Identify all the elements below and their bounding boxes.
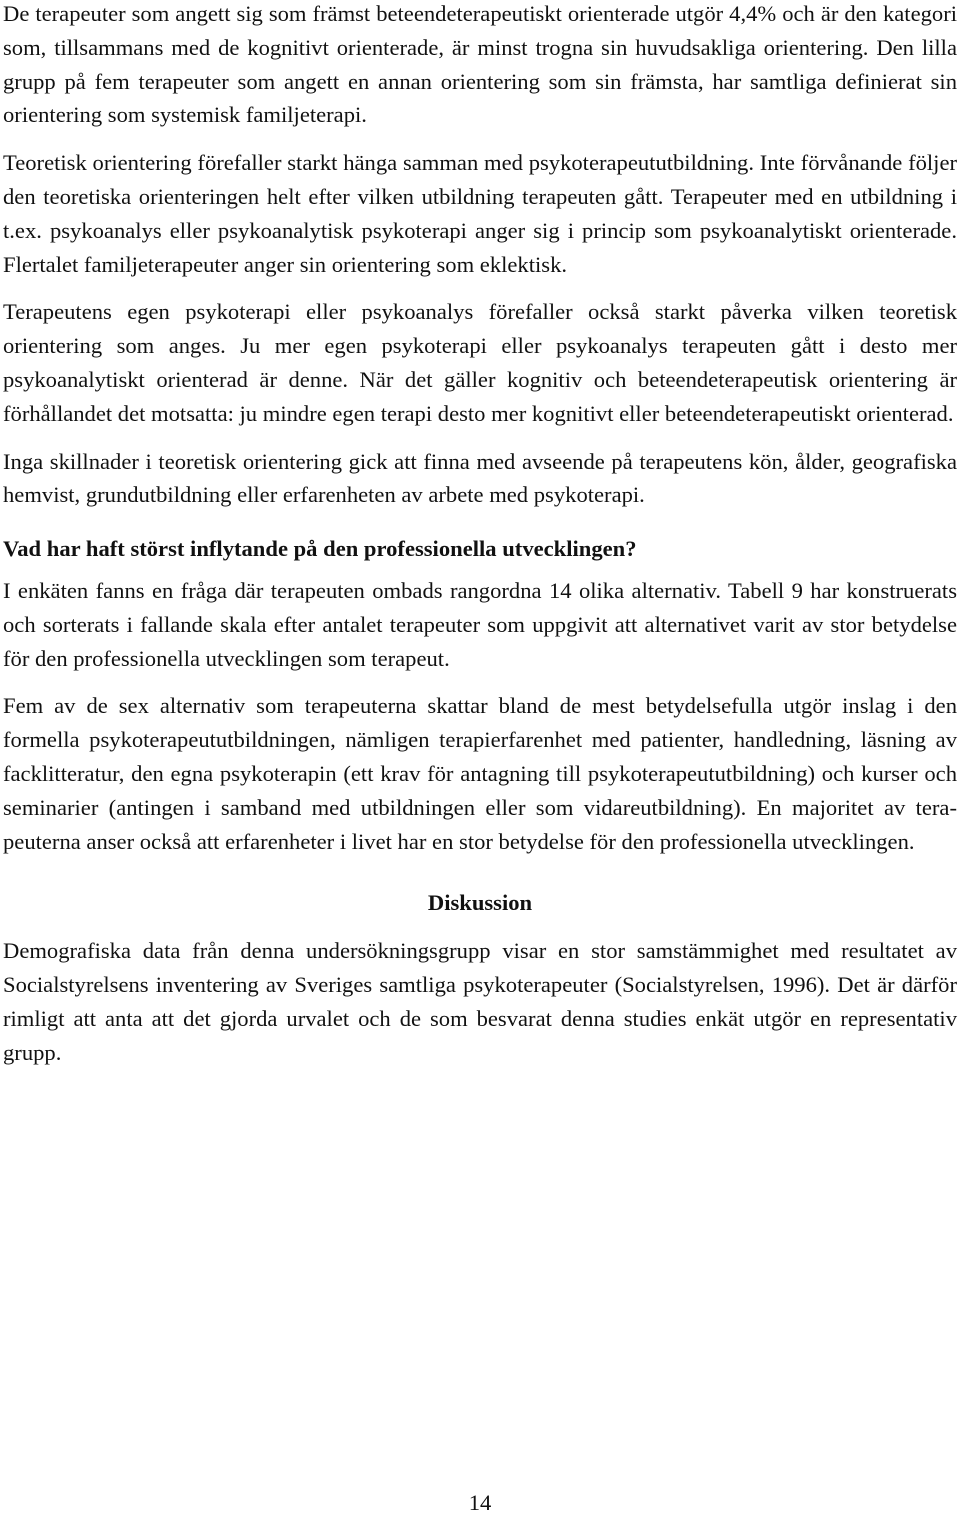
- document-page: [3, 0, 957, 1069]
- section-heading-professional-development: Vad har haft störst inflytande på den professionella utvecklingen?: [3, 536, 637, 562]
- paragraph-survey-ranking: I enkäten fanns en fråga där terapeuten ombads rangordna 14 olika alternativ. Tabell 9 har konstruerats och sorterats i fallande skala efter antalet terapeuter som uppgivit att alternativet varit av stor betydelse för den professionella utvecklingen som terapeut.: [3, 577, 957, 671]
- page-number: 14: [468, 1490, 492, 1515]
- section-heading-discussion: Diskussion: [427, 890, 533, 916]
- paragraph-no-differences: Inga skillnader i teoretisk orientering gick att finna med avseende på terapeutens kön, ålder, geografiska hemvist, grundutbildning eller erfarenheten av arbete med psykoterapi.: [3, 448, 957, 508]
- paragraph-demographic-data: Demografiska data från denna undersökningsgrupp visar en stor samstämmighet med resultatet av Socialstyrelsens inventering av Sveriges samtliga psykoterapeuter (Socialstyrelsen, 1996). Det är därför rimligt att anta att det gjorda urvalet och de som besvarat denna studies enkät utgör en representativ grupp.: [3, 938, 957, 1065]
- paragraph-important-alternatives: Fem av de sex alternativ som terapeuterna skattar bland de mest betydelsefulla utgör inslag i den formella psykoterapeututbildningen, nämligen terapierfarenhet med patienter, handledning, läsning av facklitteratur, den egna psykoterapin (ett krav för antagning till psykoterapeututbildning) och kurser och seminarier (antingen i samband med utbildningen eller som vidareutbildning). En majoritet av terapeuterna anser också att erfarenheter i livet har en stor betydelse för den professionella utvecklingen.: [3, 693, 957, 854]
- paragraph-own-therapy: Terapeutens egen psykoterapi eller psykoanalys förefaller också starkt påverka vilken teoretisk orientering som anges. Ju mer egen psykoterapi eller psykoanalys terapeuten gått i desto mer psykoanalytiskt orienterad är denne. När det gäller kognitiv och beteendeterapeutisk orientering är förhållandet det motsatta: ju mindre egen terapi desto mer kognitivt eller beteendeterapeutiskt orienterad.: [3, 299, 957, 426]
- paragraph-training-orientation: Teoretisk orientering förefaller starkt hänga samman med psykoterapeututbildning. Inte förvånande följer den teoretiska orienteringen helt efter vilken utbildning terapeuten gått. Terapeuter med en utbildning i t.ex. psykoanalys eller psykoanalytisk psykoterapi anger sig i princip som psykoanalytiskt orienterade. Flertalet familjeterapeuter anger sin orientering som eklektisk.: [3, 150, 957, 277]
- paragraph-behavioral-orientation: De terapeuter som angett sig som främst beteendeterapeutiskt orienterade utgör 4,4% och är den kategori som, tillsammans med de kognitivt orienterade, är minst trogna sin huvudsakliga orientering. Den lilla grupp på fem terapeuter som angett en annan orientering som sin främsta, har samtliga definierat sin orientering som systemisk familjeterapi.: [3, 1, 957, 128]
